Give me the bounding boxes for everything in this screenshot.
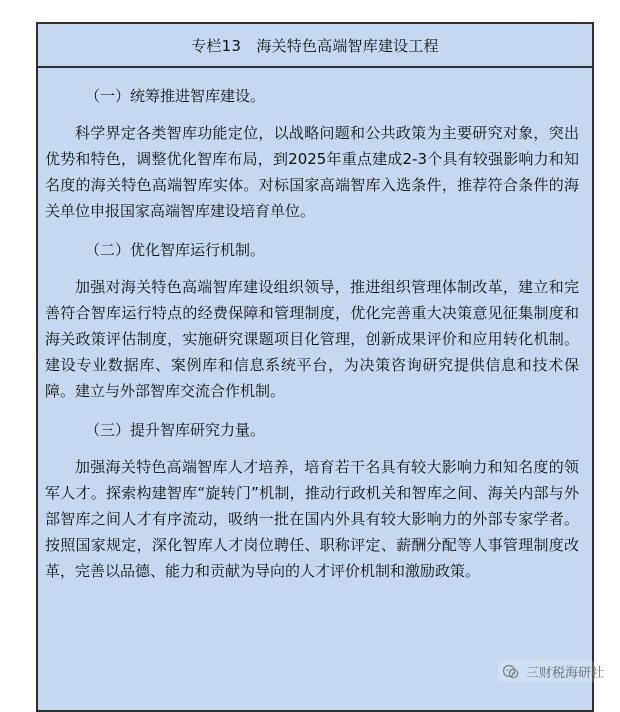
watermark — [498, 661, 608, 682]
special-column-box — [36, 22, 594, 712]
section-heading-3: （三）提升智库研究力量。 — [85, 421, 266, 439]
section-body-3: 加强海关特色高端智库人才培养，培育若干名具有较大影响力和知名度的领军人才。探索构建智库“旋转门”机制，推动行政机关和智库之间、海关内部与外部智库之间人才有序流动，吸纳一批在国内外具有较大影响力的外部专家学者。按照国家规定，深化智库人才岗位聘任、职称评定、薪酬分配等人事管理制度改革，完善以品德、能力和贡献为导向的人才评价机制和激励政策。 — [45, 458, 579, 580]
column-body — [38, 82, 592, 584]
section-heading-1: （一）统筹推进智库建设。 — [85, 87, 266, 105]
watermark-text: 三财税海研社 — [525, 666, 604, 681]
column-title: 专栏13 海关特色高端智库建设工程 — [38, 24, 592, 68]
section-body-1: 科学界定各类智库功能定位，以战略问题和公共政策为主要研究对象，突出优势和特色，调整优化智库布局，到2025年重点建成2-3个具有较强影响力和知名度的海关特色高端智库实体。对标国家高端智库入选条件，推荐符合条件的海关单位申报国家高端智库建设培育单位。 — [45, 124, 579, 220]
wechat-icon — [502, 663, 520, 681]
section-heading-2: （二）优化智库运行机制。 — [85, 241, 266, 259]
section-body-2: 加强对海关特色高端智库建设组织领导，推进组织管理体制改革，建立和完善符合智库运行特点的经费保障和管理制度，优化完善重大决策意见征集制度和海关政策评估制度，实施研究课题项目化管理，创新成果评价和应用转化机制。建设专业数据库、案例库和信息系统平台，为决策咨询研究提供信息和技术保障。建立与外部智库交流合作机制。 — [45, 278, 579, 400]
